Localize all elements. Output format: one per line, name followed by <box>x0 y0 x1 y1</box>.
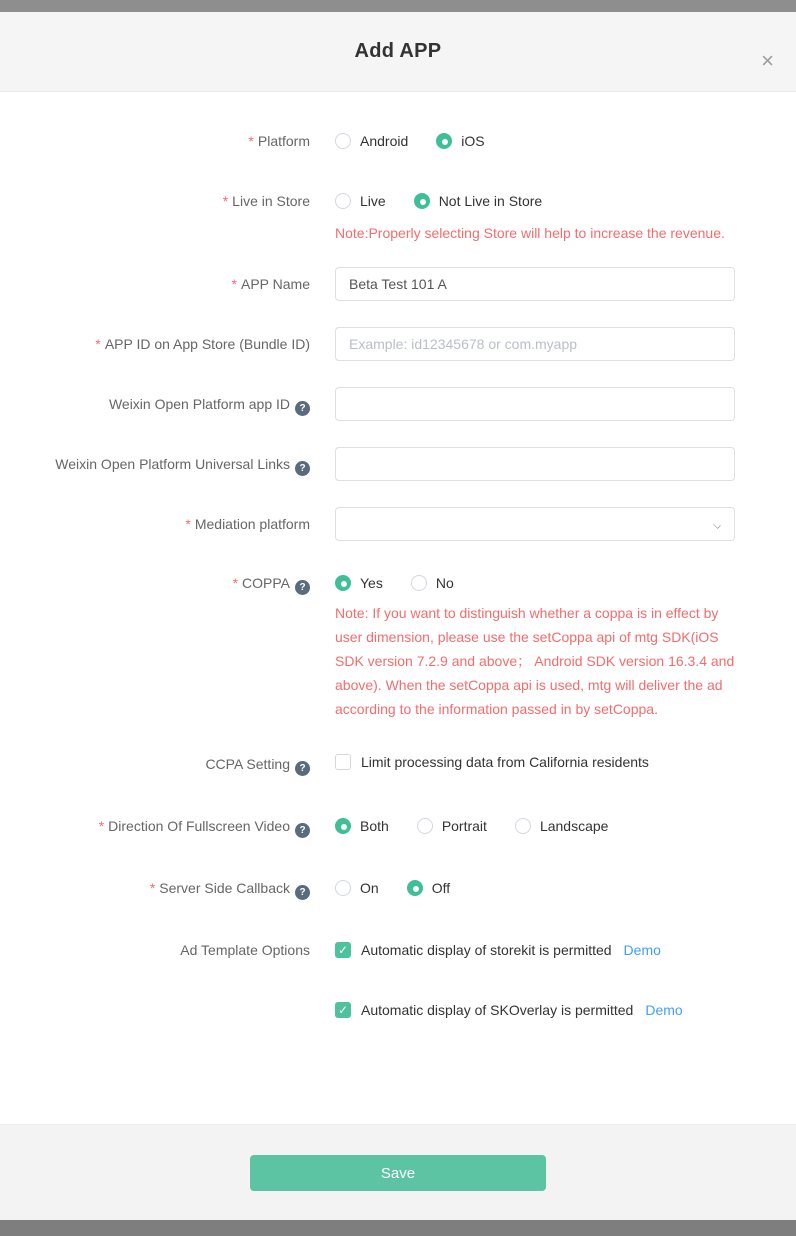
mediation-platform-label: * Mediation platform <box>185 516 310 532</box>
radio-icon <box>411 575 427 591</box>
radio-checked-icon <box>335 818 351 834</box>
checkbox-checked-icon: ✓ <box>335 1002 351 1018</box>
form-item-app-name <box>0 267 796 301</box>
form-item-weixin-app-id <box>0 387 796 421</box>
form-item-platform <box>0 131 796 151</box>
radio-callback-off[interactable] <box>407 880 450 896</box>
radio-label: Yes <box>360 575 383 591</box>
help-icon[interactable]: ? <box>295 401 310 416</box>
coppa-label: * COPPA ? <box>0 573 310 595</box>
required-asterisk: * <box>98 818 105 834</box>
checkbox-unchecked-icon <box>335 754 351 770</box>
radio-platform-ios[interactable] <box>436 133 484 149</box>
required-asterisk: * <box>95 336 101 352</box>
radio-direction-both[interactable] <box>335 818 389 834</box>
help-icon[interactable]: ? <box>295 823 310 838</box>
radio-direction-portrait[interactable] <box>417 818 487 834</box>
radio-store-live[interactable] <box>335 193 386 209</box>
radio-checked-icon <box>335 575 351 591</box>
radio-label: Live <box>360 193 386 209</box>
radio-label: iOS <box>461 133 485 149</box>
radio-checked-icon <box>414 193 430 209</box>
modal-title: Add APP <box>354 40 442 62</box>
radio-store-not-live[interactable] <box>414 193 543 209</box>
modal-body <box>0 92 796 1020</box>
background-page-top <box>0 0 796 12</box>
radio-checked-icon <box>436 133 452 149</box>
radio-icon <box>335 193 351 209</box>
radio-label: No <box>435 575 454 591</box>
help-icon[interactable]: ? <box>295 885 310 900</box>
weixin-universal-links-label: Weixin Open Platform Universal Links ? <box>0 447 310 481</box>
radio-coppa-yes[interactable] <box>335 575 383 591</box>
coppa-note-text: Note: If you want to distinguish whether a coppa is in effect by user dimension, please use the setCoppa api of mtg SDK(iOS SDK version 7.2.9 and above； Android SDK version 16.3.4 and above). When the setCoppa api is used, mtg will deliver the ad according to the information passed in by setCoppa. <box>335 605 735 717</box>
checkbox-label: Automatic display of SKOverlay is permitted <box>361 1002 634 1018</box>
weixin-app-id-label: Weixin Open Platform app ID ? <box>0 387 310 421</box>
checkbox-checked-icon: ✓ <box>335 942 351 958</box>
radio-label: Landscape <box>539 818 609 834</box>
radio-label: Android <box>360 133 409 149</box>
required-asterisk: * <box>248 133 254 149</box>
radio-icon <box>515 818 531 834</box>
live-in-store-label: * Live in Store <box>222 193 310 209</box>
checkbox-label: Limit processing data from California residents <box>361 754 649 770</box>
fullscreen-direction-label: * Direction Of Fullscreen Video ? <box>0 816 310 838</box>
form-item-fullscreen-direction <box>0 816 796 838</box>
form-item-coppa <box>0 573 796 721</box>
required-asterisk: * <box>185 516 191 532</box>
app-name-input[interactable] <box>335 267 735 301</box>
required-asterisk: * <box>231 276 237 292</box>
radio-icon <box>417 818 433 834</box>
radio-label: Off <box>431 880 451 896</box>
help-icon[interactable]: ? <box>295 761 310 776</box>
required-asterisk: * <box>149 880 156 896</box>
required-asterisk: * <box>232 575 239 591</box>
chevron-down-icon <box>713 521 722 530</box>
storekit-demo-link[interactable]: Demo <box>623 942 661 958</box>
checkbox-label: Automatic display of storekit is permitted <box>361 942 612 958</box>
weixin-universal-links-input[interactable] <box>335 447 735 481</box>
modal-footer <box>0 1124 796 1220</box>
form-item-mediation-platform <box>0 507 796 541</box>
add-app-modal <box>0 12 796 1182</box>
radio-platform-android[interactable] <box>335 133 408 149</box>
help-icon[interactable]: ? <box>295 580 310 595</box>
required-asterisk: * <box>222 193 229 209</box>
skoverlay-demo-link[interactable]: Demo <box>645 1002 683 1018</box>
form-item-app-id <box>0 327 796 361</box>
close-icon[interactable]: × <box>761 48 774 73</box>
radio-coppa-no[interactable] <box>411 575 454 591</box>
weixin-app-id-input[interactable] <box>335 387 735 421</box>
radio-icon <box>335 133 351 149</box>
form-item-ccpa <box>0 754 796 776</box>
ad-template-options-label: Ad Template Options <box>180 942 310 958</box>
form-item-ad-template-options <box>0 940 796 1020</box>
ccpa-label: CCPA Setting ? <box>0 754 310 776</box>
radio-icon <box>335 880 351 896</box>
radio-callback-on[interactable] <box>335 880 379 896</box>
skoverlay-checkbox[interactable] <box>335 1002 633 1018</box>
app-name-label: * APP Name <box>231 276 310 292</box>
storekit-checkbox[interactable] <box>335 942 612 958</box>
server-side-callback-label: * Server Side Callback ? <box>0 878 310 900</box>
radio-label: On <box>360 880 379 896</box>
background-page-bottom <box>0 1220 796 1236</box>
radio-direction-landscape[interactable] <box>515 818 609 834</box>
app-id-input[interactable] <box>335 327 735 361</box>
form-item-weixin-universal-links <box>0 447 796 481</box>
form-item-server-side-callback <box>0 878 796 900</box>
radio-label: Portrait <box>441 818 487 834</box>
store-note-text: Note:Properly selecting Store will help to increase the revenue. <box>335 225 725 241</box>
save-button[interactable]: Save <box>250 1155 546 1191</box>
radio-label: Both <box>360 818 389 834</box>
form-item-live-in-store <box>0 191 796 245</box>
radio-label: Not Live in Store <box>438 193 543 209</box>
help-icon[interactable]: ? <box>295 461 310 476</box>
ccpa-checkbox[interactable] <box>335 754 649 770</box>
mediation-platform-select[interactable] <box>335 507 735 541</box>
radio-checked-icon <box>407 880 423 896</box>
platform-label: * Platform <box>248 133 310 149</box>
modal-header <box>0 12 796 92</box>
app-id-label: * APP ID on App Store (Bundle ID) <box>95 336 310 352</box>
